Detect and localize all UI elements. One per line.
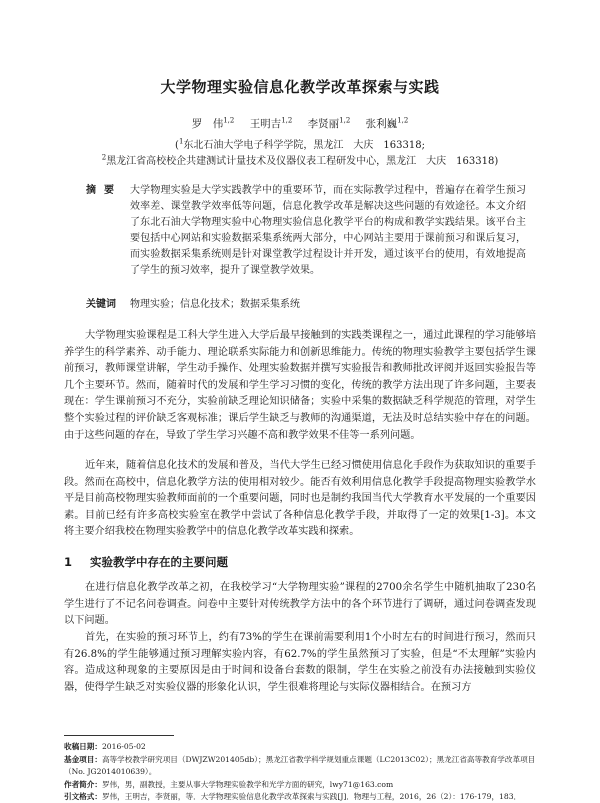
keywords-label: 关键词	[86, 299, 116, 310]
keywords	[86, 295, 526, 310]
body-paragraph-3: 在进行信息化教学改革之初，在我校学习“大学物理实验”课程的2700余名学生中随机抽取了230名学生进行了不记名问卷调查。问卷中主要针对传统教学方法中的各个环节进行了调研，通过问卷调查发现以下问题。	[64, 582, 536, 627]
author-sup: 1,2	[223, 116, 235, 125]
affiliation-sup: 2	[101, 153, 107, 162]
author-name: 王明吉	[249, 118, 282, 130]
affiliation-text: 东北石油大学电子科学学院，黑龙江 大庆 163318;	[183, 140, 425, 151]
footnote-fund	[64, 754, 536, 777]
author-name: 李贤丽	[307, 118, 340, 130]
abstract	[86, 183, 526, 279]
body-paragraph-1: 大学物理实验课程是工科大学生进入大学后最早接触到的实践类课程之一，通过此课程的学习能够培养学生的科学素养、动手能力、理论联系实际能力和创新思维能力。传统的物理实验教学主要包括学生课前预习，教师课堂讲解，学生动手操作、处理实验数据并撰写实验报告和教师批改评阅并返回实验报告等几个主要环节。然而，随着时代的发展和学生学习习惯的变化，传统的教学方法出现了许多问题，主要表现在：学生课前预习不充分，实验前缺乏理论知识储备；实验中采集的数据缺乏科学规范的管理，对学生整个实验过程的评价缺乏客观标准；课后学生缺乏与教师的沟通渠道，无法及时总结实验中存在的问题。由于这些问题的存在，导致了学生学习兴趣不高和教学效果不佳等一系列问题。	[64, 330, 536, 441]
affiliation-text: 黑龙江省高校校企共建测试计量技术及仪器仪表工程研发中心，黑龙江 大庆 163318	[106, 156, 495, 167]
section-title: 实验教学中存在的主要问题	[90, 555, 228, 569]
body-paragraph-2: 近年来，随着信息化技术的发展和普及，当代大学生已经习惯使用信息化手段作为获取知识的重要手段。然而在高校中，信息化教学方法的使用相对较少。能否有效利用信息化教学手段提高物理实验教学水平是目前高校物理实验教师面前的一个重要问题，同时也是制约我国当代大学教育水平发展的一个重要因素。目前已经有许多高校实验室在教学中尝试了各种信息化教学手段，并取得了一定的效果[1-3]。本文将主要介绍我校在物理实验教学中的信息化教学改革实践和探索。	[64, 460, 536, 538]
footnote-label: 收稿日期：	[64, 742, 102, 751]
footnote-label: 基金项目：	[64, 755, 102, 764]
section-number: 1	[64, 555, 73, 569]
footnote-received	[64, 741, 536, 753]
footnote-text: 高等学校教学研究项目（DWJZW201405db）；黑龙江省教学科学规划重点课题（LC2013C02）；黑龙江省高等教育学改革项目（No. JG2014010639）。	[64, 755, 536, 776]
footnote-label: 引文格式：	[64, 792, 102, 801]
abstract-label: 摘要	[86, 185, 122, 196]
footnote-author	[64, 779, 536, 791]
affiliation-1: ($^1$东北石油大学电子科学学院，黑龙江 大庆 163318;	[175, 137, 425, 151]
footnote-divider	[64, 735, 174, 736]
affiliation-2: $^2$黑龙江省高校校企共建测试计量技术及仪器仪表工程研发中心，黑龙江 大庆 163318)	[101, 153, 499, 167]
author-sup: 1,2	[397, 116, 409, 125]
author-list	[0, 116, 600, 131]
footnote-text: 罗伟，王明吉，李贤丽，等．大学物理实验信息化教学改革探索与实践[J]．物理与工程，2016，26（2）：176-179，183．	[101, 792, 522, 801]
footnote-label: 作者简介：	[64, 780, 102, 789]
author-name: 罗 伟	[191, 118, 224, 130]
keywords-text: 物理实验；信息化技术；数据采集系统	[130, 299, 300, 310]
author-name: 张利巍	[365, 118, 398, 130]
section-heading	[64, 554, 228, 570]
footnote-text: 罗伟，男，副教授，主要从事大学物理实验教学和光学方面的研究，lwy71@163.com	[101, 780, 394, 789]
body-paragraph-4: 首先，在实验的预习环节上，约有73%的学生在课前需要利用1个小时左右的时间进行预习，然而只有26.8%的学生能够通过预习理解实验内容，有62.7%的学生虽然预习了实验，但是“不太理解”实验内容。造成这种现象的主要原因是由于时间和设备台套数的限制，学生在实验之前没有办法接触到实验仪器，使得学生缺乏对实验仪器的形象化认识，学生很难将理论与实际仪器相结合。在预习方	[64, 632, 536, 693]
author-sup: 1,2	[281, 116, 293, 125]
abstract-text: 大学物理实验是大学实践教学中的重要环节，而在实际教学过程中，普遍存在着学生预习效率差、课堂教学效率低等问题，信息化教学改革是解决这些问题的有效途径。本文介绍了东北石油大学物理实验中心物理实验信息化教学平台的构成和教学实践结果。该平台主要包括中心网站和实验数据采集系统两大部分，中心网站主要用于课前预习和课后复习，而实验数据采集系统则是针对课堂教学过程设计并开发，通过该平台的使用，有效地提高了学生的预习效率，提升了课堂教学效果。	[130, 185, 526, 276]
author-sup: 1,2	[339, 116, 351, 125]
affiliation-sup: 1	[178, 137, 184, 146]
paper-title: 大学物理实验信息化教学改革探索与实践	[160, 78, 440, 96]
footnote-text: 2016-05-02	[101, 742, 146, 751]
